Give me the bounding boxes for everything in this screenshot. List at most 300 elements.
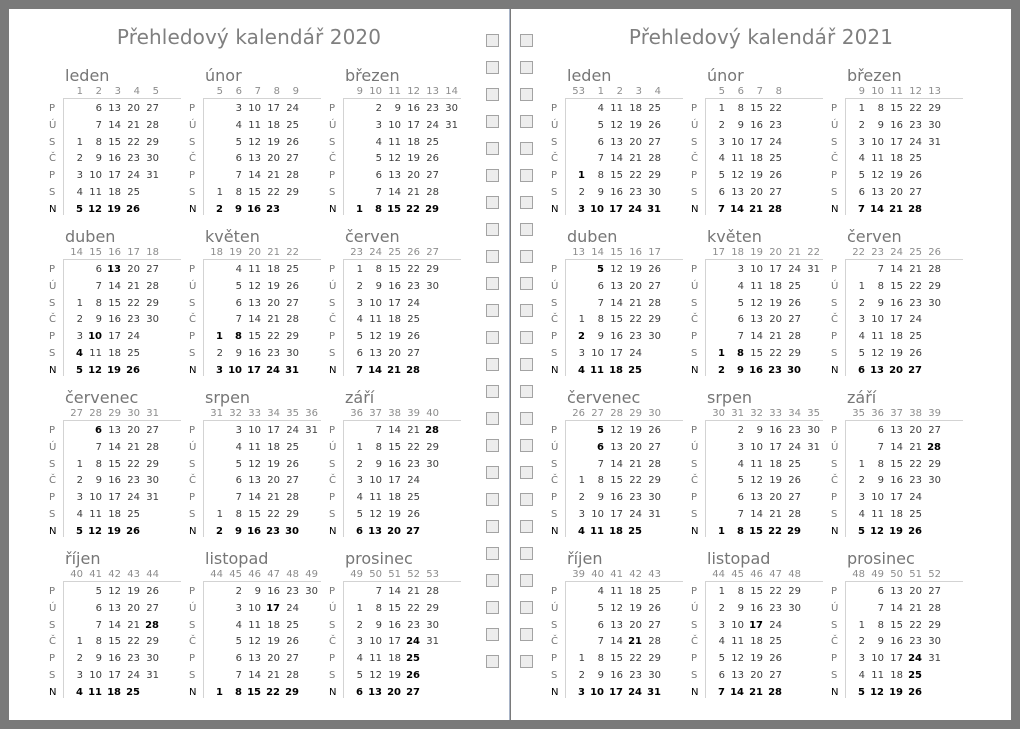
weekday-label: Č: [551, 153, 558, 165]
day-cell: 26: [126, 364, 140, 376]
day-cell: 9: [756, 425, 763, 436]
day-cell: 25: [628, 525, 642, 537]
day-cell: 5: [235, 458, 242, 470]
day-cell: 15: [388, 441, 401, 453]
day-cell: 31: [285, 364, 299, 376]
day-cell: 14: [248, 170, 261, 182]
day-cell: 25: [126, 686, 140, 698]
day-cell: 26: [788, 475, 801, 487]
day-cell: 28: [908, 203, 922, 215]
weekday-label: Ú: [691, 441, 699, 453]
day-cell: 22: [769, 586, 782, 597]
day-cell: 23: [629, 331, 642, 343]
week-number: 31: [146, 408, 159, 419]
day-cell: 24: [788, 441, 801, 453]
checkbox[interactable]: [486, 250, 499, 263]
week-number: 1: [597, 86, 604, 97]
checkbox[interactable]: [520, 250, 533, 263]
day-cell: 10: [871, 492, 884, 504]
day-cell: 28: [286, 492, 299, 504]
divider: [845, 98, 963, 99]
weekday-label: Ú: [49, 441, 57, 453]
day-cell: 20: [127, 425, 140, 436]
day-cell: 12: [610, 425, 623, 436]
day-cell: 26: [407, 331, 420, 343]
checkbox[interactable]: [486, 196, 499, 209]
day-cell: 15: [248, 187, 261, 198]
day-cell: 2: [578, 492, 585, 504]
checkbox[interactable]: [520, 61, 533, 74]
weekday-label: S: [329, 619, 336, 631]
day-cell: 29: [426, 441, 439, 453]
checkbox[interactable]: [520, 601, 533, 614]
day-cell: 2: [737, 425, 744, 436]
day-cell: 24: [266, 364, 280, 376]
checkbox[interactable]: [486, 412, 499, 425]
day-cell: 24: [908, 653, 922, 665]
week-number: 32: [750, 408, 763, 419]
day-cell: 30: [445, 103, 458, 114]
day-cell: 23: [629, 187, 642, 198]
week-number: 17: [648, 247, 661, 258]
divider: [63, 98, 64, 215]
day-cell: 4: [235, 441, 242, 453]
divider: [203, 259, 204, 376]
day-cell: 27: [928, 425, 941, 436]
day-cell: 12: [369, 509, 382, 520]
checkbox[interactable]: [486, 439, 499, 452]
day-cell: 24: [407, 475, 420, 487]
day-cell: 24: [286, 425, 299, 436]
divider: [705, 259, 823, 260]
day-cell: 29: [286, 331, 299, 343]
checkbox[interactable]: [486, 34, 499, 47]
checkbox[interactable]: [486, 142, 499, 155]
checkbox[interactable]: [486, 277, 499, 290]
day-cell: 22: [909, 458, 922, 470]
divider: [565, 420, 566, 537]
checkbox[interactable]: [520, 466, 533, 479]
day-cell: 5: [95, 586, 102, 597]
day-cell: 20: [387, 686, 401, 698]
day-cell: 14: [890, 602, 903, 614]
day-cell: 20: [890, 187, 903, 198]
weekday-label: Ú: [691, 119, 699, 131]
day-cell: 8: [235, 686, 242, 698]
checkbox[interactable]: [520, 34, 533, 47]
week-number: 2: [95, 86, 102, 97]
checkbox[interactable]: [520, 304, 533, 317]
checkbox[interactable]: [520, 358, 533, 371]
day-cell: 9: [737, 364, 744, 376]
day-cell: 31: [426, 636, 439, 648]
checkbox[interactable]: [486, 655, 499, 668]
day-cell: 20: [267, 653, 280, 665]
day-cell: 6: [597, 619, 604, 631]
checkbox[interactable]: [520, 574, 533, 587]
day-cell: 24: [629, 348, 642, 359]
week-number: 50: [890, 569, 903, 580]
month-name: září: [847, 388, 877, 407]
day-cell: 19: [629, 602, 642, 614]
day-cell: 6: [877, 586, 884, 597]
day-cell: 3: [578, 686, 585, 698]
checkbox[interactable]: [486, 601, 499, 614]
day-cell: 29: [648, 314, 661, 326]
day-cell: 6: [597, 441, 604, 453]
day-cell: 23: [769, 119, 782, 131]
weekday-label: S: [189, 458, 196, 470]
day-cell: 23: [267, 348, 280, 359]
day-cell: 13: [108, 103, 121, 114]
day-cell: 12: [248, 280, 261, 292]
week-number: 25: [909, 247, 922, 258]
day-cell: 31: [648, 509, 661, 520]
checkbox[interactable]: [486, 385, 499, 398]
weekday-label: S: [691, 458, 698, 470]
day-cell: 21: [909, 602, 922, 614]
day-cell: 10: [89, 492, 102, 504]
day-cell: 17: [108, 331, 121, 343]
day-cell: 13: [368, 525, 382, 537]
day-cell: 3: [235, 425, 242, 436]
day-cell: 9: [95, 475, 102, 487]
divider: [565, 420, 683, 421]
day-cell: 19: [107, 525, 121, 537]
day-cell: 13: [108, 425, 121, 436]
day-cell: 26: [406, 670, 420, 681]
day-cell: 20: [750, 187, 763, 198]
day-cell: 16: [247, 525, 261, 537]
day-cell: 16: [890, 636, 903, 648]
day-cell: 26: [648, 264, 661, 275]
weekday-label: N: [329, 686, 337, 698]
day-cell: 17: [407, 119, 420, 131]
day-cell: 10: [590, 686, 604, 698]
month-name: červenec: [567, 388, 641, 407]
day-cell: 28: [788, 509, 801, 520]
checkbox[interactable]: [486, 547, 499, 560]
weekday-label: Ú: [329, 602, 337, 614]
weekday-label: S: [551, 297, 558, 309]
day-cell: 2: [858, 636, 865, 648]
day-cell: 17: [890, 136, 903, 148]
week-number: 51: [909, 569, 922, 580]
day-cell: 18: [890, 509, 903, 520]
week-number: 6: [737, 86, 744, 97]
day-cell: 17: [769, 441, 782, 453]
day-cell: 28: [768, 686, 782, 698]
day-cell: 1: [578, 170, 585, 182]
week-number: 48: [286, 569, 299, 580]
week-number: 18: [146, 247, 159, 258]
day-cell: 30: [807, 425, 820, 436]
day-cell: 22: [267, 331, 280, 343]
divider: [565, 581, 566, 698]
checkbox[interactable]: [486, 169, 499, 182]
day-cell: 28: [928, 264, 941, 275]
day-cell: 14: [368, 364, 382, 376]
day-cell: 8: [597, 314, 604, 326]
weekday-label: P: [189, 331, 196, 343]
day-cell: 20: [629, 441, 642, 453]
day-cell: 30: [648, 331, 661, 343]
day-cell: 7: [597, 297, 604, 309]
day-cell: 1: [356, 441, 363, 453]
day-cell: 18: [108, 187, 121, 198]
calendar-page-left: [9, 9, 510, 720]
day-cell: 18: [388, 653, 401, 665]
day-cell: 5: [718, 170, 725, 182]
week-number: 9: [858, 86, 865, 97]
month-name: leden: [567, 66, 612, 85]
week-number: 39: [407, 408, 420, 419]
day-cell: 6: [597, 136, 604, 148]
checkbox[interactable]: [520, 88, 533, 101]
weekday-label: Č: [831, 475, 838, 487]
divider: [565, 98, 566, 215]
weekday-label: Ú: [551, 441, 559, 453]
day-cell: 10: [369, 475, 382, 487]
day-cell: 26: [908, 686, 922, 698]
day-cell: 30: [928, 119, 941, 131]
weekday-label: S: [49, 509, 56, 520]
checkbox[interactable]: [486, 88, 499, 101]
day-cell: 4: [737, 458, 744, 470]
divider: [63, 581, 181, 582]
month-block: [329, 228, 469, 388]
day-cell: 25: [909, 509, 922, 520]
day-cell: 19: [750, 653, 763, 665]
day-cell: 19: [107, 364, 121, 376]
divider: [565, 259, 566, 376]
day-cell: 17: [890, 653, 903, 665]
week-number: 7: [756, 86, 763, 97]
weekday-label: S: [551, 670, 558, 681]
day-cell: 1: [356, 602, 363, 614]
day-cell: 12: [610, 119, 623, 131]
day-cell: 21: [127, 619, 140, 631]
weekday-label: Č: [49, 314, 56, 326]
day-cell: 24: [286, 602, 299, 614]
checkbox[interactable]: [486, 115, 499, 128]
day-cell: 1: [578, 475, 585, 487]
weekday-label: P: [329, 103, 336, 114]
checkbox[interactable]: [486, 520, 499, 533]
weekday-label: Ú: [329, 280, 337, 292]
day-cell: 26: [146, 586, 159, 597]
weekday-label: P: [691, 425, 698, 436]
day-cell: 21: [629, 153, 642, 165]
checkbox[interactable]: [486, 628, 499, 641]
week-number: 48: [852, 569, 865, 580]
month-block: [691, 67, 831, 227]
page-title: Přehledový kalendář 2021: [628, 25, 894, 49]
day-cell: 8: [597, 475, 604, 487]
day-cell: 28: [286, 670, 299, 681]
day-cell: 5: [597, 602, 604, 614]
day-cell: 1: [858, 458, 865, 470]
divider: [343, 98, 461, 99]
checkbox[interactable]: [520, 439, 533, 452]
checkbox[interactable]: [520, 196, 533, 209]
checkbox[interactable]: [520, 331, 533, 344]
day-cell: 20: [750, 670, 763, 681]
weekday-label: N: [49, 686, 57, 698]
day-cell: 10: [89, 670, 102, 681]
day-cell: 11: [248, 264, 261, 275]
checkbox[interactable]: [486, 61, 499, 74]
checkbox[interactable]: [520, 169, 533, 182]
weekday-label: Č: [691, 636, 698, 648]
weekday-label: P: [189, 492, 196, 504]
day-cell: 30: [305, 586, 318, 597]
day-cell: 4: [235, 264, 242, 275]
day-cell: 28: [426, 187, 439, 198]
day-cell: 3: [858, 492, 865, 504]
day-cell: 18: [108, 348, 121, 359]
day-cell: 2: [858, 119, 865, 131]
month-name: duben: [65, 227, 116, 246]
checkbox[interactable]: [486, 304, 499, 317]
day-cell: 16: [388, 458, 401, 470]
checkbox[interactable]: [520, 277, 533, 290]
weekday-label: Ú: [189, 441, 197, 453]
day-cell: 31: [928, 136, 941, 148]
day-cell: 10: [88, 331, 102, 343]
checkbox[interactable]: [520, 223, 533, 236]
day-cell: 5: [356, 670, 363, 681]
day-cell: 14: [248, 670, 261, 681]
day-cell: 18: [388, 492, 401, 504]
day-cell: 6: [95, 425, 102, 436]
month-block: [49, 550, 189, 710]
weekday-label: P: [691, 103, 698, 114]
day-cell: 9: [597, 670, 604, 681]
checkbox[interactable]: [486, 358, 499, 371]
checkbox[interactable]: [520, 628, 533, 641]
divider: [565, 581, 683, 582]
month-name: červen: [345, 227, 400, 246]
week-number: 47: [267, 569, 280, 580]
weekday-label: S: [329, 670, 336, 681]
day-cell: 27: [407, 348, 420, 359]
day-cell: 16: [388, 280, 401, 292]
day-cell: 22: [407, 441, 420, 453]
weekday-label: S: [551, 136, 558, 148]
day-cell: 21: [267, 492, 280, 504]
day-cell: 23: [266, 525, 280, 537]
day-cell: 8: [375, 602, 382, 614]
day-cell: 6: [718, 670, 725, 681]
week-number: 4: [133, 86, 140, 97]
checkbox[interactable]: [520, 412, 533, 425]
day-cell: 4: [858, 509, 865, 520]
day-cell: 23: [629, 670, 642, 681]
day-cell: 15: [750, 103, 763, 114]
checkbox[interactable]: [486, 493, 499, 506]
checkbox[interactable]: [486, 574, 499, 587]
day-cell: 9: [394, 103, 401, 114]
checkbox[interactable]: [520, 385, 533, 398]
weekday-label: Ú: [551, 280, 559, 292]
day-cell: 11: [590, 364, 604, 376]
checkbox[interactable]: [486, 223, 499, 236]
day-cell: 8: [235, 331, 242, 343]
checkbox[interactable]: [520, 493, 533, 506]
day-cell: 19: [388, 331, 401, 343]
weekday-label: P: [49, 586, 56, 597]
week-number: 31: [210, 408, 223, 419]
day-cell: 19: [107, 203, 121, 215]
day-cell: 14: [610, 153, 623, 165]
day-cell: 10: [369, 636, 382, 648]
checkbox[interactable]: [520, 142, 533, 155]
month-block: [691, 550, 831, 710]
day-cell: 17: [247, 364, 261, 376]
day-cell: 27: [909, 187, 922, 198]
weekday-label: N: [831, 525, 839, 537]
checkbox[interactable]: [486, 466, 499, 479]
day-cell: 24: [127, 670, 140, 681]
weekday-label: Ú: [831, 441, 839, 453]
day-cell: 6: [737, 492, 744, 504]
day-cell: 13: [369, 348, 382, 359]
week-number: 2: [616, 86, 623, 97]
day-cell: 18: [890, 670, 903, 681]
weekday-label: P: [551, 103, 558, 114]
day-cell: 11: [89, 187, 102, 198]
day-cell: 1: [718, 525, 725, 537]
month-name: srpen: [707, 388, 753, 407]
day-cell: 25: [648, 103, 661, 114]
day-cell: 6: [235, 153, 242, 165]
day-cell: 8: [877, 458, 884, 470]
weekday-label: P: [691, 170, 698, 182]
divider: [705, 581, 706, 698]
weekday-label: S: [551, 458, 558, 470]
day-cell: 16: [749, 364, 763, 376]
day-cell: 14: [610, 636, 623, 648]
checkbox[interactable]: [520, 115, 533, 128]
checkbox[interactable]: [520, 520, 533, 533]
weekday-label: S: [189, 136, 196, 148]
divider: [63, 581, 64, 698]
week-number: 15: [89, 247, 102, 258]
week-number: 18: [731, 247, 744, 258]
week-number: 49: [350, 569, 363, 580]
divider: [705, 420, 823, 421]
weekday-label: P: [49, 653, 56, 665]
day-cell: 29: [787, 525, 801, 537]
weekday-label: P: [691, 653, 698, 665]
checkbox[interactable]: [520, 547, 533, 560]
day-cell: 1: [718, 103, 725, 114]
weekday-label: Č: [329, 153, 336, 165]
day-cell: 8: [737, 103, 744, 114]
checkbox[interactable]: [520, 655, 533, 668]
day-cell: 21: [407, 586, 420, 597]
month-block: [329, 389, 469, 549]
day-cell: 7: [95, 280, 102, 292]
day-cell: 10: [871, 136, 884, 148]
day-cell: 5: [858, 170, 865, 182]
day-cell: 15: [108, 297, 121, 309]
day-cell: 12: [750, 297, 763, 309]
checkbox[interactable]: [486, 331, 499, 344]
day-cell: 4: [76, 686, 83, 698]
day-cell: 29: [286, 509, 299, 520]
